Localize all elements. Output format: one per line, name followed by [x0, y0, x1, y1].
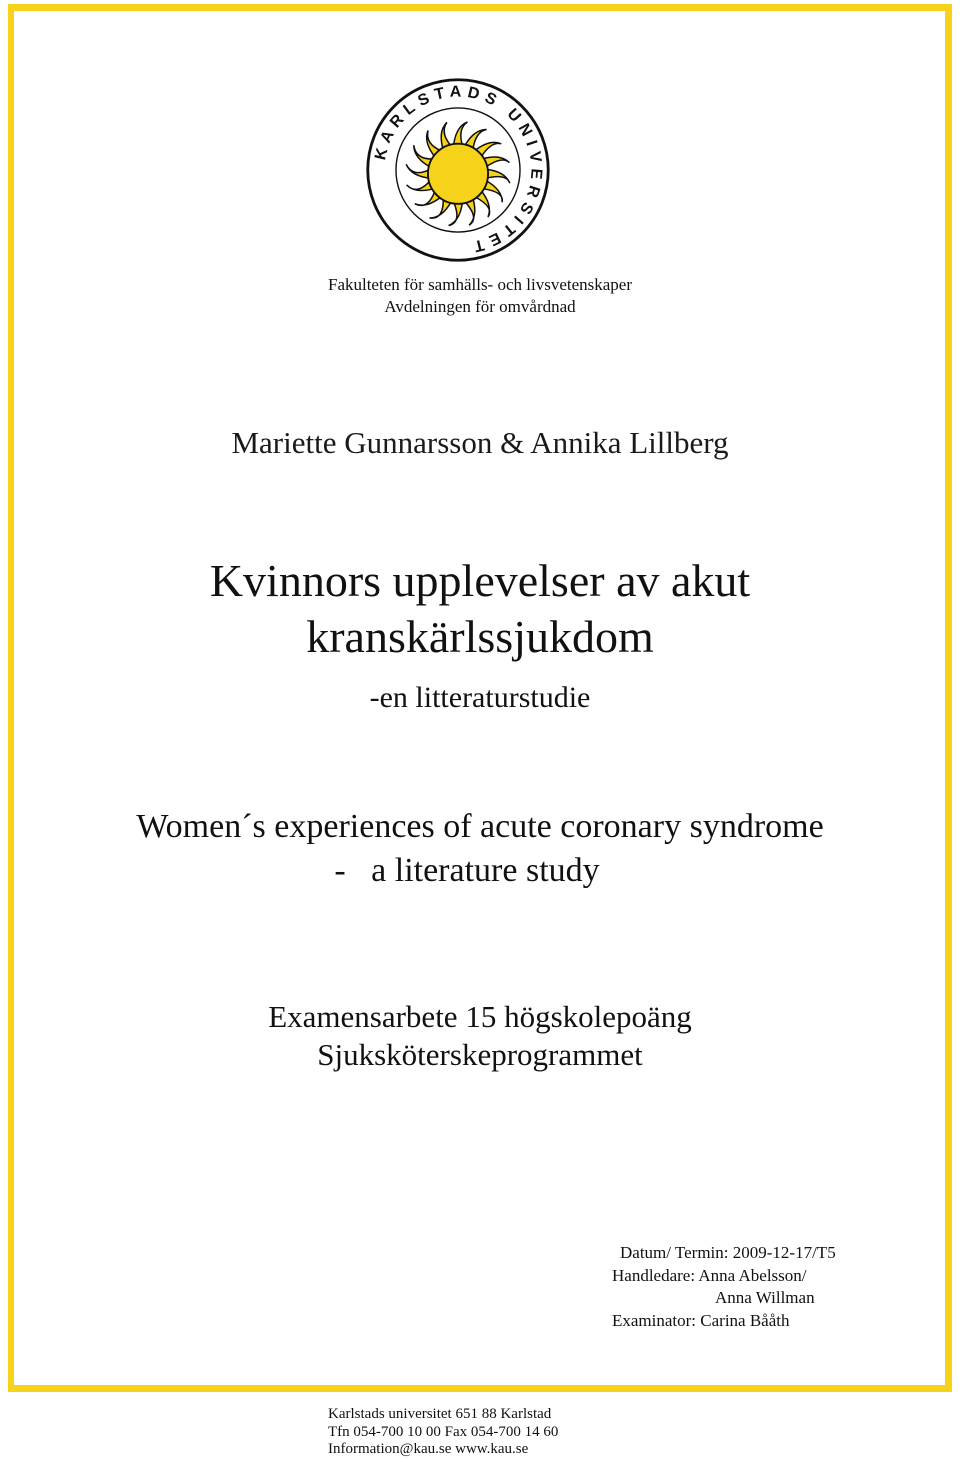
program-name: Sjuksköterskeprogrammet: [317, 1037, 643, 1072]
faculty-info: [0, 274, 960, 318]
logo-text: KARLSTADS UNIVERSITET: [372, 83, 545, 256]
thesis-meta: [612, 1242, 836, 1332]
title-en-line2: - a literature study: [334, 852, 600, 889]
department-name: Avdelningen för omvårdnad: [384, 297, 576, 316]
title-sv-line2: kranskärlssjukdom: [306, 611, 654, 662]
sun-disc: [428, 144, 488, 204]
examiner: Examinator: Carina Bååth: [612, 1310, 790, 1330]
exam-credits: Examensarbete 15 högskolepoäng: [268, 999, 692, 1034]
subtitle-swedish: -en litteraturstudie: [369, 681, 591, 714]
sun-ray: [454, 122, 468, 146]
sun-ray: [406, 164, 430, 178]
university-logo: [364, 76, 552, 264]
title-english: [0, 805, 960, 893]
supervisor: Handledare: Anna Abelsson/: [612, 1265, 807, 1285]
title-sv-line1: Kvinnors upplevelser av akut: [209, 555, 751, 606]
date-term: Datum/ Termin: 2009-12-17/T5: [620, 1243, 836, 1262]
supervisor-2: Anna Willman: [715, 1288, 815, 1307]
faculty-name: Fakulteten för samhälls- och livsvetenskaper: [327, 275, 633, 294]
title-swedish: [0, 553, 960, 665]
footer-contact: [328, 1406, 558, 1459]
sun-emblem-icon: [406, 122, 510, 226]
footer-phone: Tfn 054-700 10 00 Fax 054-700 14 60: [328, 1423, 559, 1440]
footer-address: Karlstads universitet 651 88 Karlstad: [328, 1406, 552, 1422]
authors: Mariette Gunnarsson & Annika Lillberg: [231, 425, 729, 460]
exam-info: [0, 998, 960, 1074]
sun-ray: [486, 169, 510, 183]
sun-ray: [449, 202, 463, 226]
title-en-line1: Women´s experiences of acute coronary syndrome: [136, 808, 824, 845]
footer-web: Information@kau.se www.kau.se: [328, 1441, 529, 1457]
